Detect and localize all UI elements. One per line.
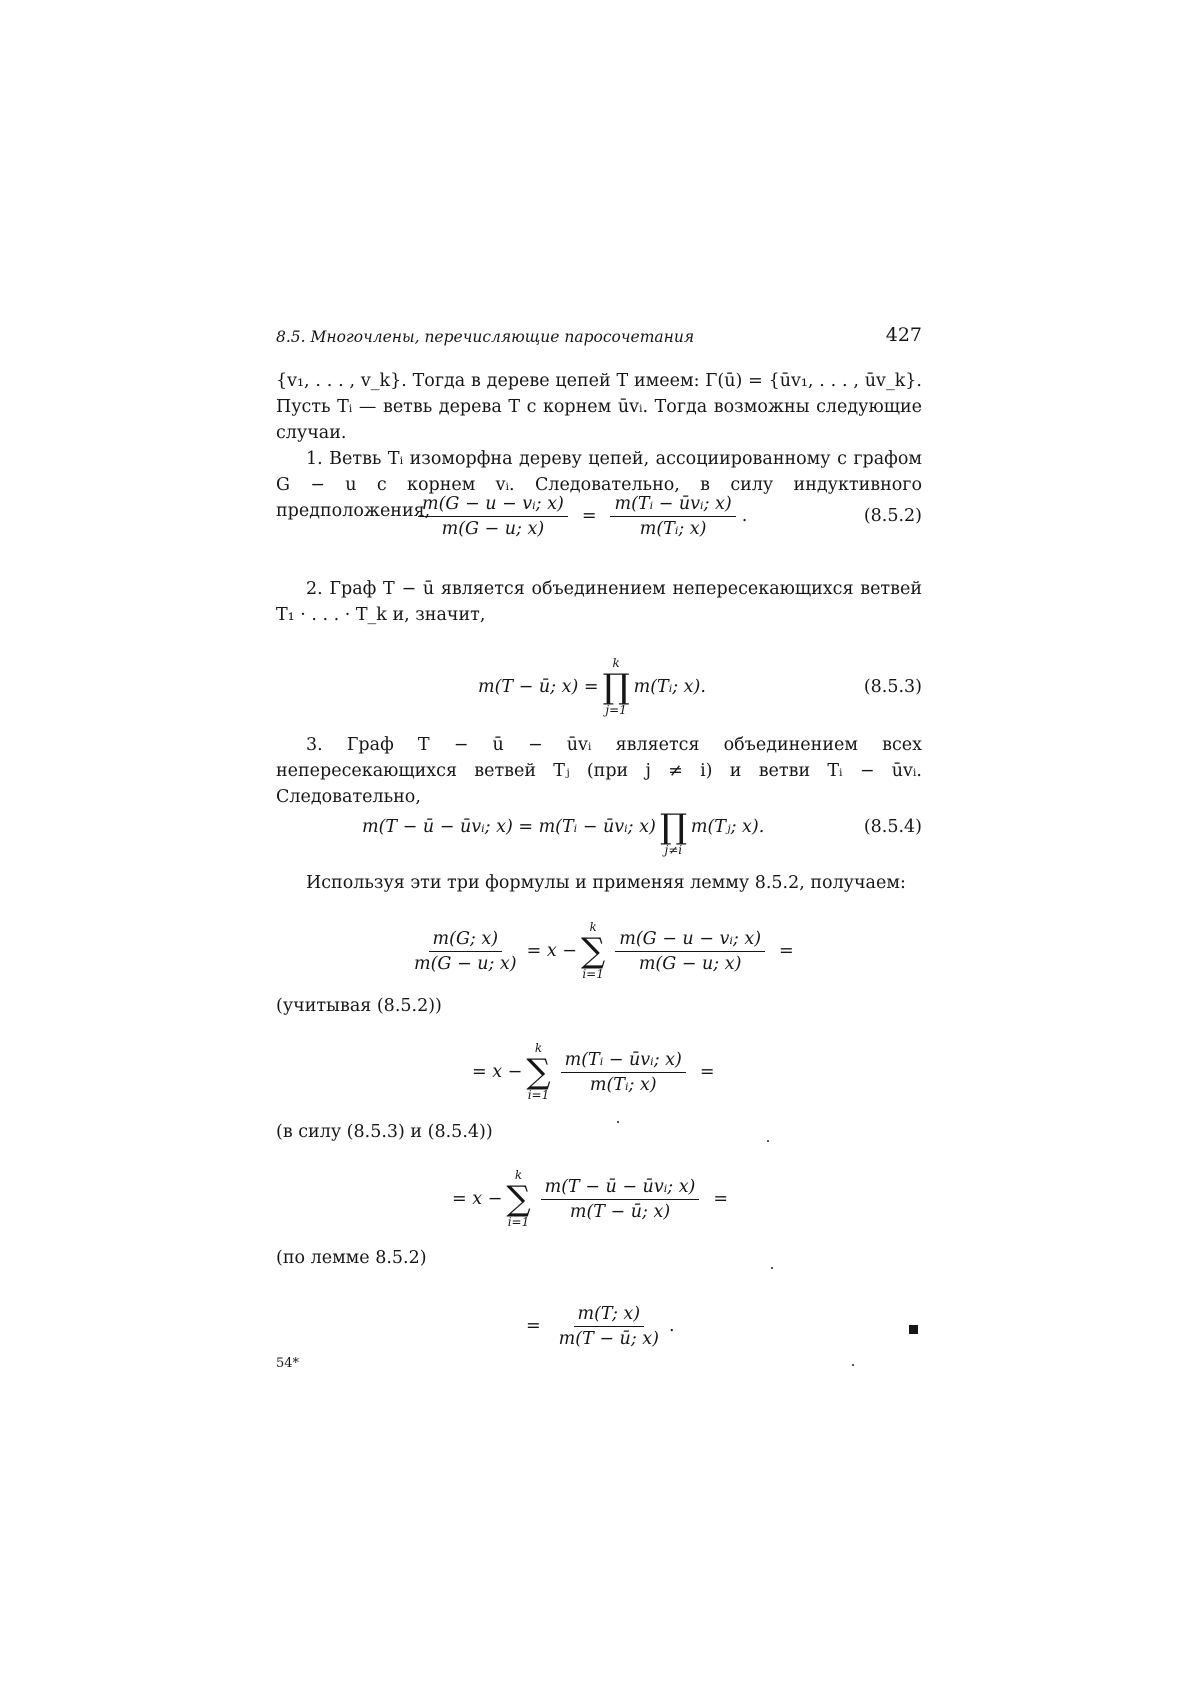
case-1-paragraph: 1. Ветвь Tᵢ изоморфна дереву цепей, ассоциированному с графом G − u с корнем vᵢ. Следовательно, в силу индуктивного предположения,	[276, 449, 922, 521]
scan-speck	[771, 1267, 773, 1269]
running-header	[276, 324, 922, 352]
equation-step-2: = x − k ∑ i=1 $\frac{\text{m(Tᵢ − ūvᵢ; x)}}{\text{m(Tᵢ; x)}}$ =	[472, 1041, 715, 1102]
signature-mark: 54*	[276, 1356, 300, 1371]
fraction: $\frac{\text{m(Tᵢ − ūvᵢ; x)}}{\text{m(Tᵢ; x)}}$	[610, 494, 735, 539]
fraction: $\frac{m(T; x)}{m(T - ū; x)}$	[558, 1303, 659, 1349]
section-title: 8.5. Многочлены, перечисляющие паросочетания	[276, 328, 695, 346]
using-formulas-sentence: Используя эти три формулы и применяя лемму 8.5.2, получаем:	[306, 873, 906, 893]
intro-paragraph: {v₁, . . . , v_k}. Тогда в дереве цепей T имеем: Γ(ū) = {ūv₁, . . . , ūv_k}. Пусть Tᵢ — ветвь дерева T с корнем ūvᵢ. Тогда возможны следующие случаи.	[276, 371, 922, 443]
fraction: $\frac{\text{m(Tᵢ − ūvᵢ; x)}}{\text{m(Tᵢ; x)}}$	[561, 1050, 686, 1095]
page-number: 427	[885, 324, 922, 346]
scan-speck	[767, 1140, 769, 1142]
sum-operator: k ∑ i=1	[580, 920, 606, 981]
fraction: $\frac{\text{m(G − u − vᵢ; x)}}{m(G - u; x)}$	[418, 494, 568, 539]
note-by-lemma: (по лемме 8.5.2)	[276, 1248, 427, 1268]
sum-operator: k ∑ i=1	[526, 1041, 551, 1102]
fraction: $\frac{\text{m(T − ū − ūvᵢ; x)}}{m(T - ū; x)}$	[541, 1177, 700, 1222]
equation-step-3: = x − k ∑ i=1 $\frac{\text{m(T − ū − ūvᵢ; x)}}{m(T - ū; x)}$ =	[452, 1168, 729, 1229]
case-2-paragraph: 2. Граф T − ū является объединением непересекающихся ветвей T₁ · . . . · T_k и, значит,	[276, 579, 922, 625]
product-operator: ∏ j≠i	[659, 807, 687, 857]
sum-operator: k ∑ i=1	[506, 1168, 531, 1229]
scan-speck	[617, 1121, 619, 1123]
fraction: $\frac{m(G; x)}{m(G - u; x)}$	[414, 928, 517, 974]
note-considering: (учитывая (8.5.2))	[276, 996, 442, 1016]
fraction: $\frac{\text{m(G − u − vᵢ; x)}}{m(G - u; x)}$	[615, 929, 765, 974]
equation-8-5-2: $\frac{\text{m(G − u − vᵢ; x)}}{m(G - u; x)}$ = $\frac{\text{m(Tᵢ − ūvᵢ; x)}}{\text{m(Tᵢ; x)}}$ . (8.5.2)	[276, 486, 922, 546]
note-by-virtue: (в силу (8.5.3) и (8.5.4))	[276, 1122, 493, 1142]
equation-8-5-3: m(T − ū; x) = k ∏ j=1 m(Tᵢ; x). (8.5.3)	[478, 656, 922, 717]
equation-ratio-g: $\frac{m(G; x)}{m(G - u; x)}$ = x − k ∑ i=1 $\frac{\text{m(G − u − vᵢ; x)}}{m(G - u; x)}$ =	[276, 914, 922, 988]
equation-8-5-4: m(T − ū − ūvᵢ; x) = m(Tᵢ − ūvᵢ; x) ∏ j≠i m(Tⱼ; x). (8.5.4)	[276, 794, 922, 860]
product-operator: k ∏ j=1	[602, 656, 630, 717]
case-3-paragraph: 3. Граф T − ū − ūvᵢ является объединением всех непересекающихся ветвей Tⱼ (при j ≠ i) и ветви Tᵢ − ūvᵢ. Следовательно,	[276, 735, 922, 807]
end-of-proof-mark	[909, 1325, 918, 1334]
equation-number: (8.5.4)	[863, 817, 922, 837]
equation-final: = $\frac{m(T; x)}{m(T - ū; x)}$ .	[526, 1303, 675, 1349]
equation-number: (8.5.3)	[863, 677, 922, 697]
equation-number: (8.5.2)	[863, 506, 922, 526]
scan-speck	[852, 1364, 854, 1366]
